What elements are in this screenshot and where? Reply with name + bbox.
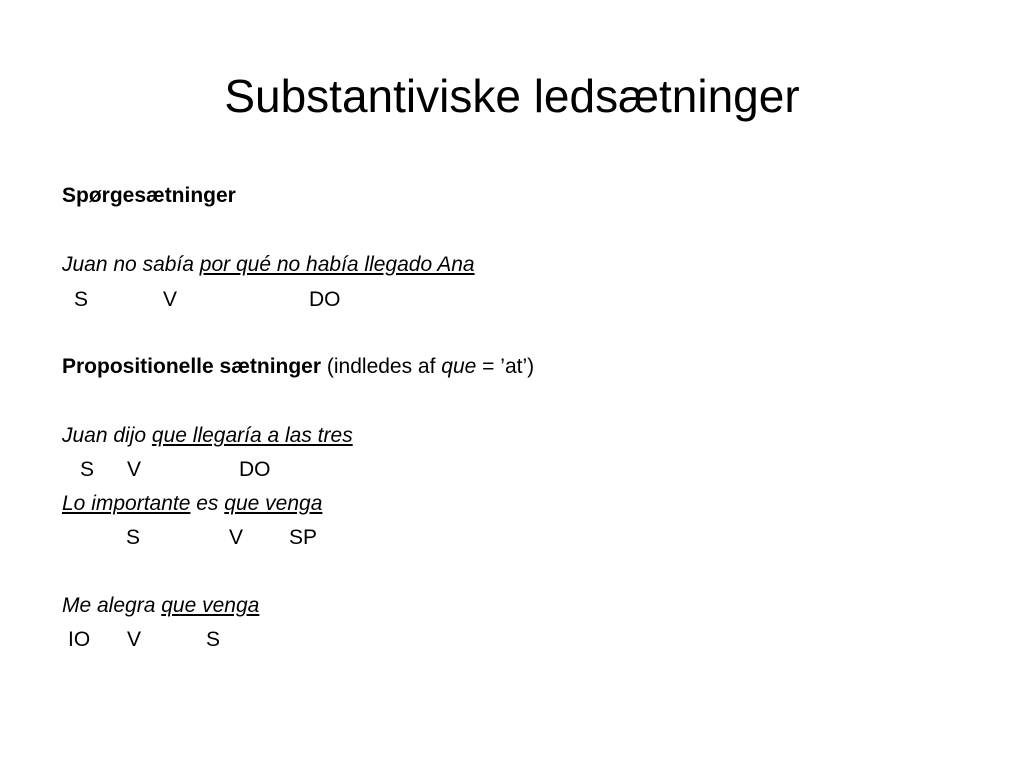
label-direct-object: DO xyxy=(309,288,341,311)
label-verb: V xyxy=(163,288,178,311)
example-sentence-4 xyxy=(62,591,259,621)
section-2-heading-bold: Propositionelle sætninger xyxy=(62,355,322,378)
example-4-labels xyxy=(0,625,221,775)
section-heading-questions: Spørgesætninger xyxy=(62,184,236,207)
example-sentence-2 xyxy=(62,421,353,451)
example-1-main: Juan no sabía xyxy=(62,253,200,276)
label-verb: V xyxy=(229,526,244,549)
section-2-note-b: = ’at’) xyxy=(476,355,535,378)
label-verb: V xyxy=(127,458,142,481)
example-2-main: Juan dijo xyxy=(62,424,152,447)
label-subject: S xyxy=(126,526,141,549)
label-subject: S xyxy=(80,458,95,481)
slide-title: Substantiviske ledsætninger xyxy=(224,70,800,122)
example-3-subject-phrase: Lo importante xyxy=(62,492,191,515)
section-2-note-a: (indledes af xyxy=(321,355,442,378)
section-heading-propositional xyxy=(62,352,534,382)
example-4-clause: que venga xyxy=(161,594,260,617)
example-2-clause: que llegaría a las tres xyxy=(151,424,353,447)
example-sentence-1 xyxy=(62,250,475,280)
label-subject: S xyxy=(206,628,221,651)
example-1-clause: por qué no había llegado Ana xyxy=(199,253,475,276)
section-2-note-que: que xyxy=(441,355,477,378)
label-indirect-object: IO xyxy=(68,628,91,651)
example-sentence-3 xyxy=(62,489,322,519)
example-3-clause: que venga xyxy=(224,492,323,515)
example-3-verb: es xyxy=(190,492,225,515)
label-subject-predicative: SP xyxy=(289,526,318,549)
label-verb: V xyxy=(127,628,142,651)
label-subject: S xyxy=(74,288,89,311)
label-direct-object: DO xyxy=(239,458,271,481)
example-4-main: Me alegra xyxy=(62,594,162,617)
